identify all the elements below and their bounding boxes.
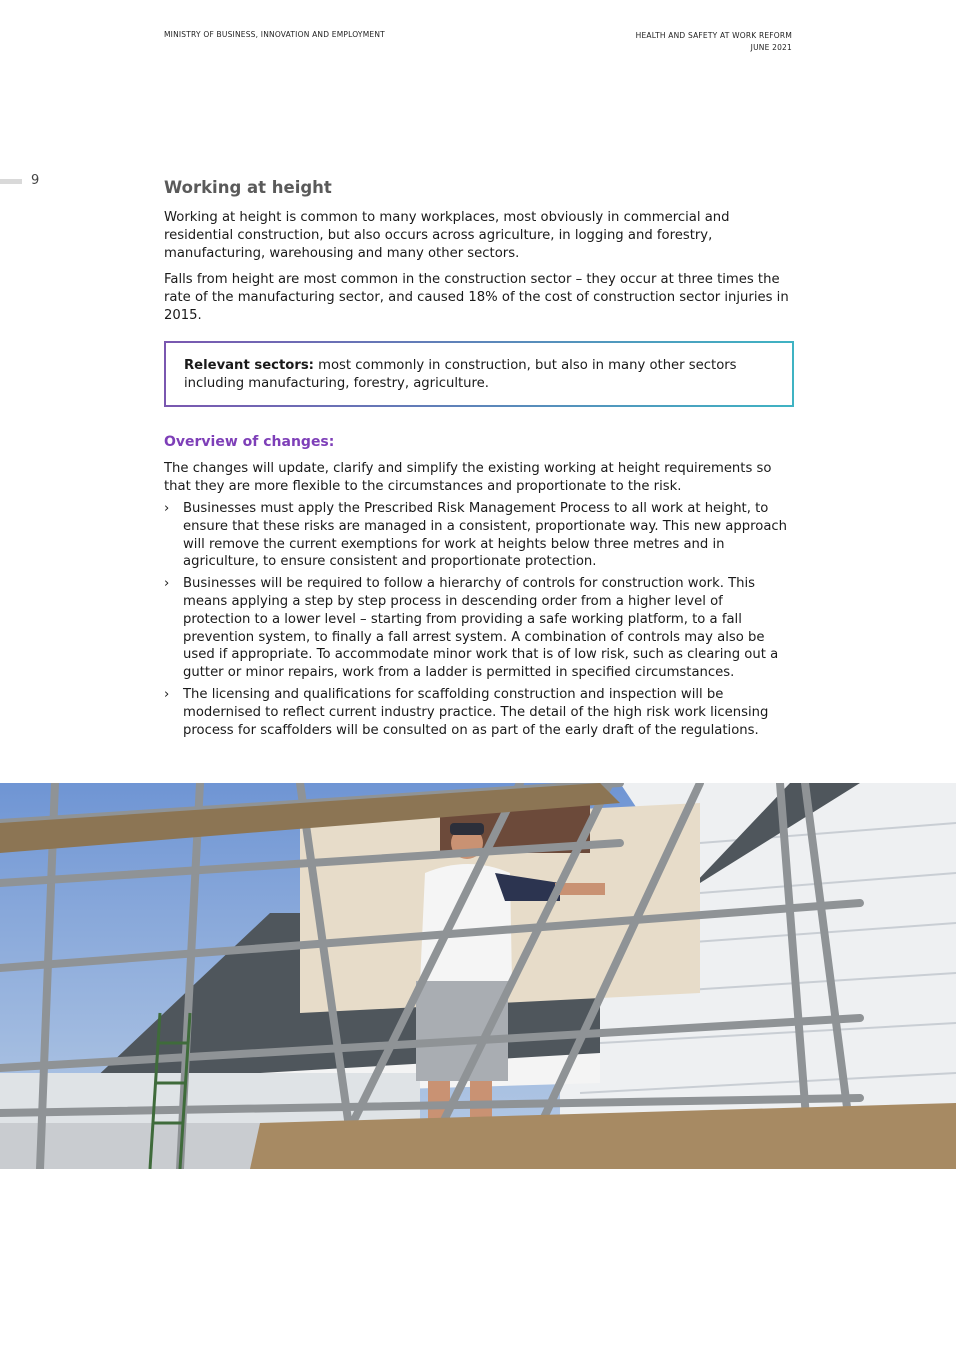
list-item <box>164 500 794 571</box>
photo-illustration <box>0 783 956 1169</box>
section-paragraph-2: Falls from height are most common in the construction sector – they occur at three times the rate of the manufacturing sector, and caused 18% of the cost of construction sector injuries in 2015. <box>164 272 789 323</box>
chevron-right-icon: › <box>164 576 170 592</box>
header-document-title: HEALTH AND SAFETY AT WORK REFORM <box>635 31 792 40</box>
list-item <box>164 686 794 739</box>
header-organisation: MINISTRY OF BUSINESS, INNOVATION AND EMPLOYMENT <box>164 30 385 39</box>
overview-bullet-list <box>164 500 794 739</box>
callout-body: most commonly in construction, but also in many other sectors including manufacturing, forestry, agriculture. <box>184 357 737 391</box>
section-title: Working at height <box>164 178 332 197</box>
overview-intro: The changes will update, clarify and simplify the existing working at height requirements so that they are more flexible to the circumstances and proportionate to the risk. <box>164 461 772 495</box>
relevant-sectors-callout <box>164 341 794 408</box>
list-item-text: The licensing and qualifications for scaffolding construction and inspection will be modernised to reflect current industry practice. The detail of the high risk work licensing process for scaffolders will be consulted on as part of the early draft of the regulations. <box>183 686 769 738</box>
header-document-info <box>636 30 792 54</box>
overview-title: Overview of changes: <box>164 434 335 451</box>
chevron-right-icon: › <box>164 500 170 516</box>
list-item <box>164 575 794 682</box>
chevron-right-icon: › <box>164 686 170 702</box>
page-marker-bar <box>0 179 22 184</box>
section-paragraph-1: Working at height is common to many workplaces, most obviously in commercial and residential construction, but also occurs across agriculture, in logging and forestry, manufacturing, warehousing and many other sectors. <box>164 210 730 261</box>
list-item-text: Businesses must apply the Prescribed Risk Management Process to all work at height, to ensure that these risks are managed in a consistent, proportionate way. This new approach will remove the current exemptions for work at heights below three metres and in agriculture, to ensure consistent and proportionate protection. <box>183 500 788 570</box>
main-content <box>164 178 794 743</box>
list-item-text: Businesses will be required to follow a hierarchy of controls for construction work. This means applying a step by step process in descending order from a higher level of protection to a lower level – starting from providing a safe working platform, to a fall prevention system, to finally a fall arrest system. A combination of controls may also be used if appropriate. To accommodate minor work that is of low risk, such as clearing out a gutter or minor repairs, work from a ladder is permitted in specified circumstances. <box>183 576 779 681</box>
callout-text <box>184 357 775 393</box>
callout-label: Relevant sectors: <box>184 357 314 373</box>
scaffolding-worker-photo <box>0 783 956 1169</box>
header-document-date: JUNE 2021 <box>750 43 792 52</box>
page-number: 9 <box>31 173 40 188</box>
